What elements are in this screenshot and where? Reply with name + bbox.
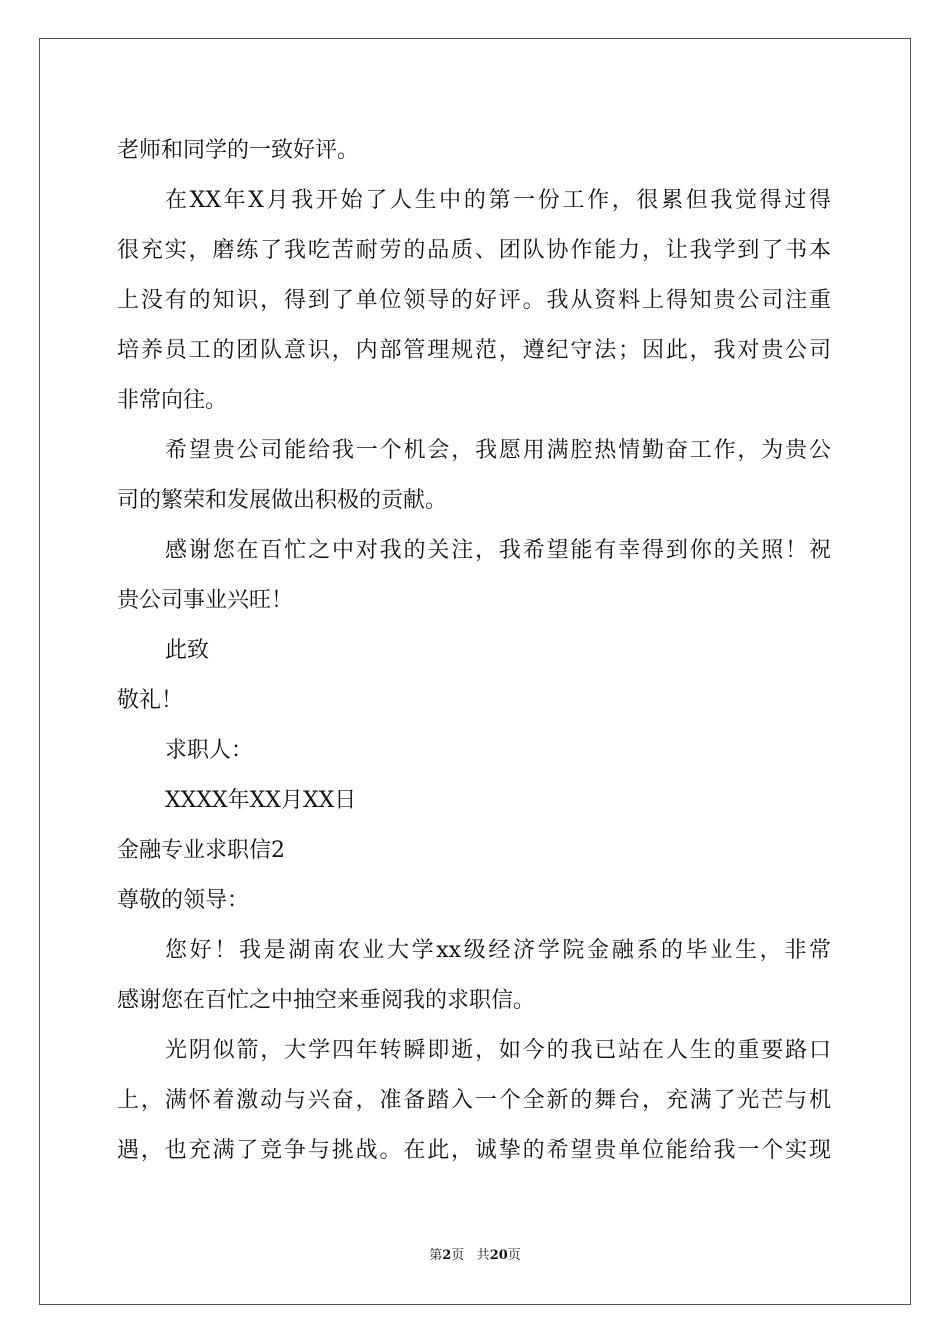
text-line: 感谢您在百忙之中抽空来垂阅我的求职信。 [117,988,536,1013]
text-line: 您好！我是湖南农业大学xx级经济学院金融系的毕业生，非常 [165,938,831,963]
total-page-count: 20 [489,1248,508,1263]
text-line: 此致 [165,638,210,663]
text-line: 老师和同学的一致好评。 [117,138,360,163]
text-line: 希望贵公司能给我一个机会，我愿用满腔热情勤奋工作，为贵公 [165,438,831,463]
text-line: 非常向往。 [117,388,228,413]
text-line: 上没有的知识，得到了单位领导的好评。我从资料上得知贵公司注重 [117,288,831,313]
text-line: 培养员工的团队意识，内部管理规范，遵纪守法；因此，我对贵公司 [117,338,831,363]
total-prefix: 共 [476,1248,490,1263]
page-border [39,38,911,1305]
text-line: 求职人： [165,738,254,763]
text-line: 金融专业求职信2 [117,838,285,863]
text-line: 上，满怀着激动与兴奋，准备踏入一个全新的舞台，充满了光芒与机 [117,1088,831,1113]
page-prefix: 第 [429,1248,443,1263]
text-line: 敬礼！ [117,688,184,713]
page-footer [0,1248,950,1264]
text-line: 很充实，磨练了我吃苦耐劳的品质、团队协作能力，让我学到了书本 [117,238,831,263]
text-line: 司的繁荣和发展做出积极的贡献。 [117,488,448,513]
total-unit: 页 [507,1248,521,1263]
current-page-number: 2 [442,1248,452,1263]
text-line: 尊敬的领导： [117,888,250,913]
text-line: 感谢您在百忙之中对我的关注，我希望能有幸得到你的关照！祝 [165,538,831,563]
text-line: 贵公司事业兴旺！ [117,588,294,613]
text-line: 遇，也充满了竞争与挑战。在此，诚挚的希望贵单位能给我一个实现 [117,1138,831,1163]
page-unit: 页 [451,1248,465,1263]
text-line: 光阴似箭，大学四年转瞬即逝，如今的我已站在人生的重要路口 [165,1038,831,1063]
text-line: 在XX年X月我开始了人生中的第一份工作，很累但我觉得过得 [165,188,831,213]
text-line: XXXX年XX月XX日 [165,788,357,813]
